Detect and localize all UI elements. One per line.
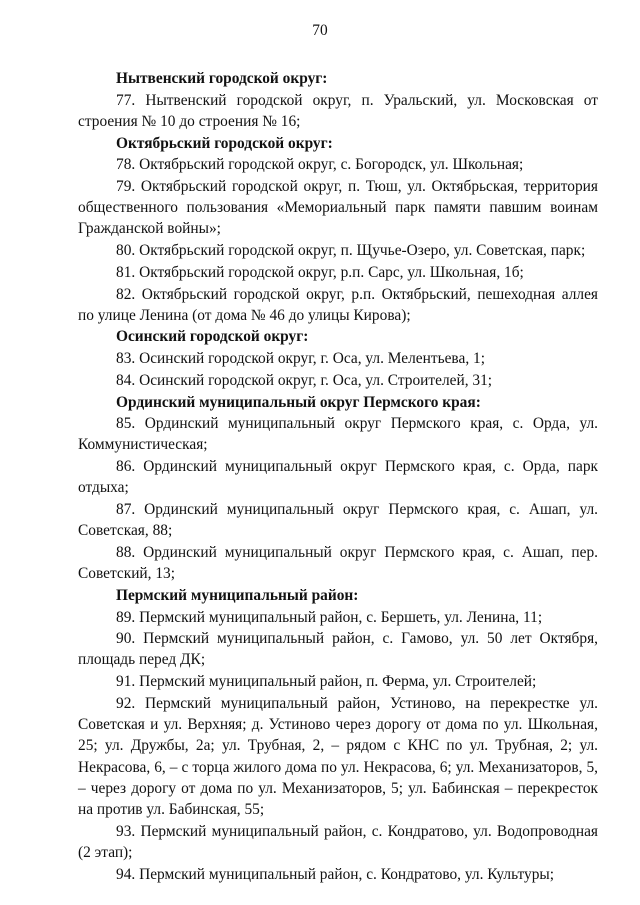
list-item: 79. Октябрьский городской округ, п. Тюш, ул. Октябрьская, территория общественного пользования «Мемориальный парк памяти павшим воинам Гражданской войны»; bbox=[78, 178, 598, 238]
list-item: 86. Ординский муниципальный округ Пермского края, с. Орда, парк отдыха; bbox=[78, 458, 598, 497]
list-item: 89. Пермский муниципальный район, с. Бершеть, ул. Ленина, 11; bbox=[116, 608, 543, 626]
section-heading: Ординский муниципальный округ Пермского края: bbox=[116, 393, 481, 411]
list-item: 84. Осинский городской округ, г. Оса, ул. Строителей, 31; bbox=[116, 371, 493, 389]
list-item: 92. Пермский муниципальный район, Устиново, на перекрестке ул. Советская и ул. Верхняя; д. Устиново через дорогу от дома по ул. Школьная, 25; ул. Дружбы, 2а; ул. Трубная, 2, – рядом с КНС по ул. Трубная, 2; ул. Некрасова, 6, – с торца жилого дома по ул. Некрасова, 6; ул. Механизаторов, 5, – через дорогу от дома по ул. Механизаторов, 5; ул. Бабинская – перекресток на против ул. Бабинская, 55; bbox=[78, 694, 598, 818]
section-heading: Пермский муниципальный район: bbox=[116, 586, 359, 604]
section-heading: Нытвенский городской округ: bbox=[116, 70, 328, 87]
list-item: 94. Пермский муниципальный район, с. Кондратово, ул. Культуры; bbox=[116, 865, 555, 883]
page-number: 70 bbox=[312, 22, 328, 39]
section-heading: Октябрьский городской округ: bbox=[116, 134, 333, 152]
list-item: 80. Октябрьский городской округ, п. Щучье-Озеро, ул. Советская, парк; bbox=[116, 242, 586, 260]
list-item: 87. Ординский муниципальный округ Пермского края, с. Ашап, ул. Советская, 88; bbox=[78, 501, 598, 540]
list-item: 88. Ординский муниципальный округ Пермского края, с. Ашап, пер. Советский, 13; bbox=[78, 543, 598, 583]
section-oktyabrsky bbox=[78, 133, 598, 326]
list-item: 85. Ординский муниципальный округ Пермского края, с. Орда, ул. Коммунистическая; bbox=[78, 415, 598, 454]
section-nytvensky bbox=[78, 68, 598, 132]
list-item: 78. Октябрьский городской округ, с. Богородск, ул. Школьная; bbox=[116, 156, 524, 174]
list-item: 90. Пермский муниципальный район, с. Гамово, ул. 50 лет Октября, площадь перед ДК; bbox=[78, 630, 598, 669]
list-item: 82. Октябрьский городской округ, р.п. Октябрьский, пешеходная аллея по улице Ленина (от дома № 46 до улицы Кирова); bbox=[78, 285, 598, 324]
list-item: 93. Пермский муниципальный район, с. Кондратово, ул. Водопроводная (2 этап); bbox=[78, 822, 598, 861]
section-heading: Осинский городской округ: bbox=[116, 328, 309, 346]
list-item: 83. Осинский городской округ, г. Оса, ул. Мелентьева, 1; bbox=[116, 350, 485, 368]
section-osinsky bbox=[78, 326, 598, 391]
document-body bbox=[78, 68, 598, 885]
section-permsky bbox=[78, 585, 598, 885]
list-item: 81. Октябрьский городской округ, р.п. Сарс, ул. Школьная, 1б; bbox=[116, 263, 524, 281]
list-item: 77. Нытвенский городской округ, п. Уральский, ул. Московская от строения № 10 до строения № 16; bbox=[78, 91, 598, 130]
section-ordinsky bbox=[78, 392, 598, 585]
list-item: 91. Пермский муниципальный район, п. Ферма, ул. Строителей; bbox=[116, 673, 537, 691]
